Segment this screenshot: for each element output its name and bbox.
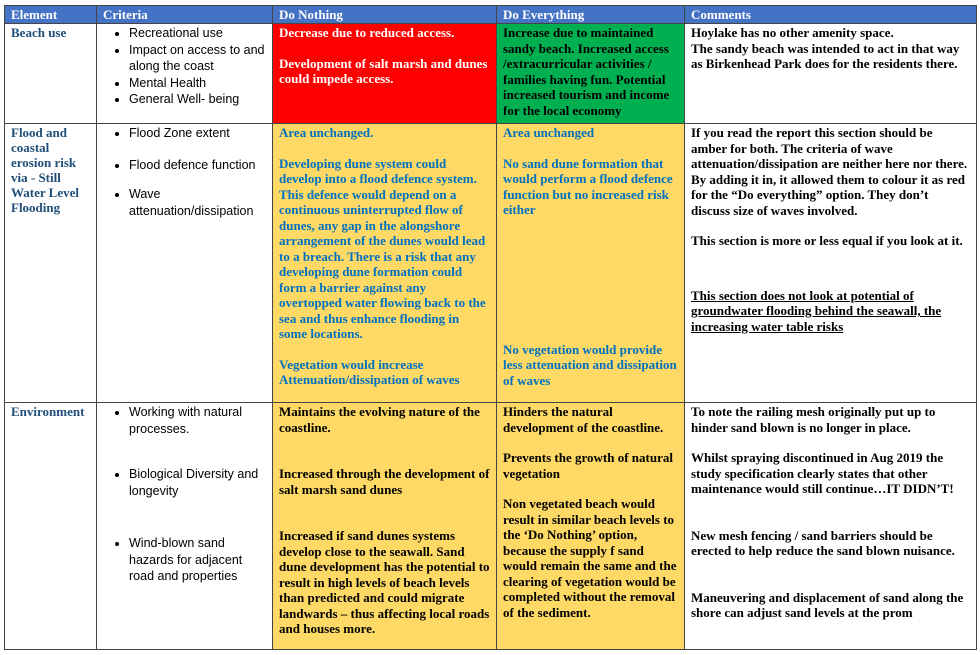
list-item: • Impact on access to and along the coast [129,42,266,75]
element-cell: Flood and coastal erosion risk via - Still Water Level Flooding [5,124,97,403]
do-nothing-cell [273,24,497,124]
list-item: • Wave attenuation/dissipation [129,186,266,219]
cell-text: Hoylake has no other amenity space. [691,25,894,40]
list-item: • General Well- being [129,91,266,108]
cell-text: Decrease due to reduced access. [279,25,455,40]
cell-text: Developing dune system could develop into a flood defence system. This defence would depend on a continuous uninterrupted flow of dunes, any gap in the alongshore arrangement of the dunes would lead to a breach. There is a risk that any developing dune formation could form a barrier against any overtopped water flowing back to the sea and thus enhance flooding in some locations. [279,155,486,341]
criteria-cell [97,24,273,124]
do-nothing-cell [273,124,497,403]
header-element: Element [5,6,97,24]
header-do-everything: Do Everything [497,6,685,24]
header-do-nothing: Do Nothing [273,6,497,24]
cell-text: Maneuvering and displacement of sand along the shore can adjust sand levels at the prom [691,589,964,620]
list-item: • Mental Health [129,75,266,92]
cell-text: To note the railing mesh originally put up to hinder sand blown is no longer in place. [691,404,936,435]
list-item: • Flood Zone extent [129,125,266,142]
table-row [5,403,977,650]
cell-text: Increased if sand dunes systems develop close to the seawall. Sand dune development has the potential to result in high levels of beach levels than predicted and could migrate landwards – thus affecting local roads and houses more. [279,528,490,636]
cell-text: The sandy beach was intended to act in that way as Birkenhead Park does for the residents there. [691,40,960,71]
comments-cell [685,403,977,650]
header-criteria: Criteria [97,6,273,24]
cell-text: This section does not look at potential of groundwater flooding behind the seawall, the increasing water table risks [691,287,942,334]
header-row [5,6,977,24]
list-item: • Recreational use [129,25,266,42]
list-item: • Working with natural processes. [129,404,266,437]
comparison-table [4,5,977,650]
cell-text: Increase due to maintained sandy beach. Increased access /extracurricular activities / families having fun. Potential increased tourism and income for the local economy [503,25,670,118]
comments-cell [685,24,977,124]
cell-text: Increased through the development of salt marsh sand dunes [279,466,490,497]
element-cell: Beach use [5,24,97,124]
do-everything-cell [497,403,685,650]
cell-text: If you read the report this section should be amber for both. The criteria of wave attenuation/dissipation are neither here nor there. By adding it in, it allowed them to colour it as red for the “Do everything” option. They don’t discuss size of waves involved. [691,125,968,218]
do-everything-cell [497,124,685,403]
cell-text: This section is more or less equal if you look at it. [691,233,963,248]
table-row [5,24,977,124]
cell-text: Whilst spraying discontinued in Aug 2019 the study specification clearly states that other maintenance would still continue…IT DIDN’T! [691,450,954,496]
do-nothing-cell [273,403,497,650]
cell-text: Vegetation would increase Attenuation/dissipation of waves [279,356,460,387]
element-cell: Environment [5,403,97,650]
header-comments: Comments [685,6,977,24]
criteria-cell [97,124,273,403]
comments-cell [685,124,977,403]
cell-text: New mesh fencing / sand barriers should be erected to help reduce the sand blown nuisance. [691,527,955,558]
cell-text: Non vegetated beach would result in similar beach levels to the ‘Do Nothing’ option, because the supply f sand would remain the same and the clearing of vegetation would be completed without the removal of the sediment. [503,496,677,620]
list-item: • Biological Diversity and longevity [129,466,266,499]
cell-text: No vegetation would provide less attenuation and dissipation of waves [503,341,677,388]
cell-text: Hinders the natural development of the coastline. [503,404,664,435]
cell-text: Prevents the growth of natural vegetation [503,450,673,481]
table-row [5,124,977,403]
do-everything-cell [497,24,685,124]
cell-text: Maintains the evolving nature of the coastline. [279,404,480,435]
criteria-cell [97,403,273,650]
list-item: • Flood defence function [129,157,266,174]
cell-text: Development of salt marsh and dunes could impede access. [279,55,488,86]
cell-text: No sand dune formation that would perform a flood defence function but no increased risk either [503,155,673,217]
cell-text: Area unchanged. [279,125,374,140]
cell-text: Area unchanged [503,125,595,140]
list-item: • Wind-blown sand hazards for adjacent road and properties [129,535,266,585]
